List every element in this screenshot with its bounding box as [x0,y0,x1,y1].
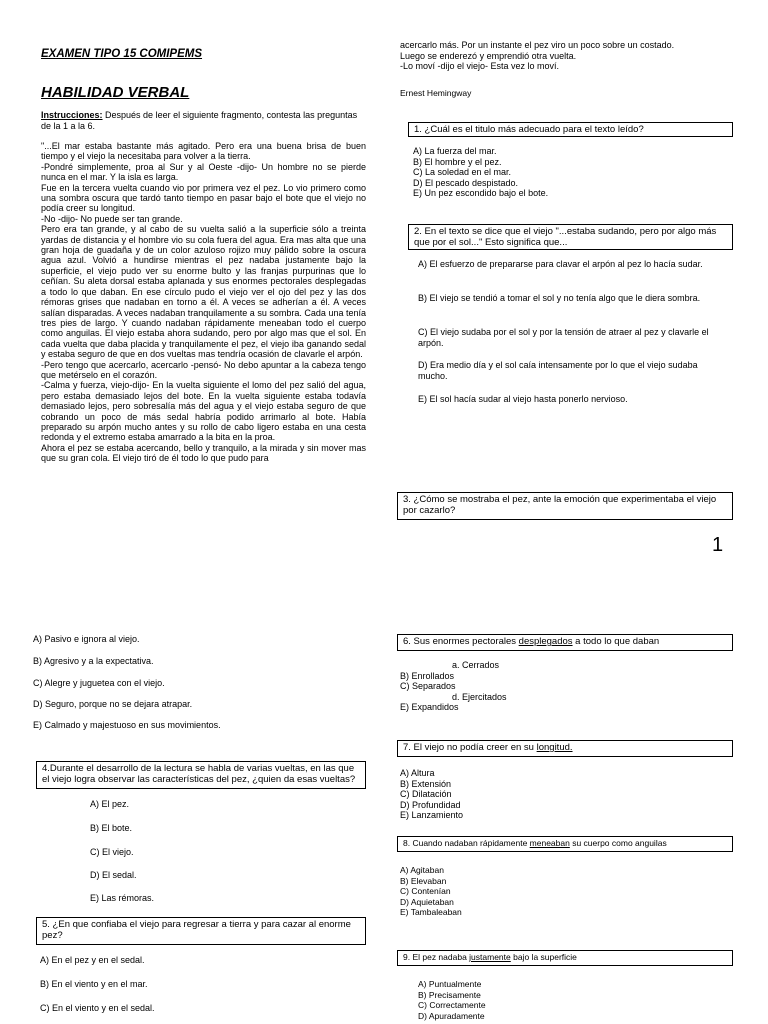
passage-line: -Lo moví -dijo el viejo- Esta vez lo moví. [400,61,560,71]
section-title: HABILIDAD VERBAL [41,84,190,101]
q2-option-e[interactable]: E) El sol hacía sudar al viejo hasta ponerlo nervioso. [418,394,628,404]
question-1-prompt: 1. ¿Cuál es el titulo más adecuado para el texto leído? [408,122,733,137]
q6-option-b[interactable]: B) Enrollados [400,670,455,681]
instructions-text: Después de leer el siguiente fragmento, contesta las preguntas de la 1 a la 6. [41,110,358,131]
question-3-prompt: 3. ¿Cómo se mostraba el pez, ante la emoción que experimentaba el viejo por cazarlo? [397,492,733,520]
instructions-label: Instrucciones: [41,110,103,120]
q7-option-b[interactable]: B) Extensión [400,778,452,789]
q6-option-e[interactable]: E) Expandidos [400,702,459,712]
passage-author: Ernest Hemingway [400,88,472,98]
q2-option-b[interactable]: B) El viejo se tendió a tomar el sol y no tenía algo que le diera sombra. [418,293,701,303]
q2-option-a[interactable]: A) El esfuerzo de prepararse para clavar el arpón al pez lo hacía sudar. [418,259,703,269]
q7-option-d[interactable]: D) Profundidad [400,799,461,810]
passage-paragraph: -Pondré simplemente, proa al Sur y al Oeste -dijo- Un hombre no se pierde nunca en el mar. Y la isla es larga. [41,161,366,183]
q8-prompt-keyword: meneaban [529,838,570,848]
question-7-prompt [397,740,733,757]
q9-option-c[interactable]: C) Correctamente [418,1000,486,1010]
q2-option-d[interactable]: D) Era medio día y el sol caía intensamente por lo que el viejo sudaba mucho. [418,360,698,381]
q1-option-e[interactable]: E) Un pez escondido bajo el bote. [413,188,549,198]
q7-prompt-text: 7. El viejo no podía creer en su [403,742,537,753]
q6-prompt-text-end: a todo lo que daban [572,636,660,647]
q3-option-e[interactable]: E) Calmado y majestuoso en sus movimientos. [33,720,221,730]
q5-option-a[interactable]: A) En el pez y en el sedal. [40,955,145,965]
q5-option-c[interactable]: C) En el viento y en el sedal. [40,1003,155,1013]
passage-paragraph: -No -dijo- No puede ser tan grande. [41,213,183,224]
q4-option-a[interactable]: A) El pez. [90,799,130,809]
q3-option-a[interactable]: A) Pasivo e ignora al viejo. [33,634,140,644]
question-5-prompt: 5. ¿En que confiaba el viejo para regresar a tierra y para cazar al enorme pez? [36,917,366,945]
q3-option-d[interactable]: D) Seguro, porque no se dejara atrapar. [33,699,193,709]
q8-prompt-text-end: su cuerpo como anguilas [569,838,667,848]
q9-option-a[interactable]: A) Puntualmente [418,979,482,989]
question-2-prompt: 2. En el texto se dice que el viejo "...estaba sudando, pero por algo más que por el sol..." Esto significa que... [408,224,733,250]
q2-option-c[interactable]: C) El viejo sudaba por el sol y por la tensión de atraer al pez y clavarle el arpón. [418,327,709,348]
q1-option-d[interactable]: D) El pescado despistado. [413,177,519,188]
q7-option-e[interactable]: E) Lanzamiento [400,810,464,820]
q9-prompt-text-end: bajo la superficie [510,952,577,962]
q1-option-c[interactable]: C) La soledad en el mar. [413,167,512,177]
instructions [41,110,366,131]
q6-prompt-keyword: desplegados [518,636,573,647]
question-8-options [400,865,462,918]
q9-option-d[interactable]: D) Apuradamente [418,1010,485,1021]
question-9-options [418,979,486,1021]
question-9-prompt [397,950,733,966]
q8-option-b[interactable]: B) Elevaban [400,875,447,886]
q7-option-a[interactable]: A) Altura [400,768,435,778]
passage-paragraph: -Pero tengo que acercarlo, acercarlo -pensó- No debo apuntar a la cabeza tengo que metérselo en el corazón. [41,359,366,380]
q7-option-c[interactable]: C) Dilatación [400,789,452,799]
q3-option-b[interactable]: B) Agresivo y a la expectativa. [33,656,154,666]
question-1-options [413,146,548,199]
passage-paragraph: Ahora el pez se estaba acercando, bello y tranquilo, a la mirada y sin mover mas que su gran cola. El viejo tiró de él todo lo que pudo para [41,442,366,464]
q4-option-b[interactable]: B) El bote. [90,823,133,833]
passage-continuation [400,40,740,72]
q7-prompt-keyword: longitud. [536,742,573,753]
q8-option-c[interactable]: C) Contenían [400,886,451,896]
q1-option-a[interactable]: A) La fuerza del mar. [413,146,497,156]
q8-option-a[interactable]: A) Agitaban [400,865,444,875]
question-7-options [400,768,463,821]
q6-option-a[interactable]: a. Cerrados [452,660,500,670]
question-6-options [400,660,507,713]
q4-option-c[interactable]: C) El viejo. [90,847,134,857]
q6-option-d[interactable]: d. Ejercitados [452,691,507,702]
q6-option-c[interactable]: C) Separados [400,681,456,691]
q4-option-e[interactable]: E) Las rémoras. [90,893,155,903]
passage-paragraph: Pero era tan grande, y al cabo de su vuelta salió a la superficie sólo a treinta yardas de distancia y el hombre vio su cola fuera del agua. Era mas alta que una gran hoja de guadaña y de un color azuloso rojizo muy pálido sobre la oscura agua azul. Volvió a hundirse mientras el pez nadaba justamente bajo la superficie, el viejo pudo ver su enorme bulto y las franjas purpurinas que lo ceñían. Su aleta dorsal estaba aplanada y sus enormes pectorales desplegadas a todo lo que daban. En ese círculo pudo el viejo ver el ojo del pez y las dos rémoras grises que nadaban en torno a él. A veces se adherían a él. A veces salían disparadas. A veces nadaban tranquilamente a su sombra. Cada una tenía tres pies de largo. Y cuando nadaban rápidamente meneaban todo el cuerpo como anguilas. El viejo estaba ahora sudando, pero por algo mas que el sol. En cada vuelta que daba placida y tranquilamente el pez, el viejo iba ganando sedal y estaba seguro de que en dos vueltas mas tendría ocasión de clavarle el arpón. [41,224,366,360]
q3-option-c[interactable]: C) Alegre y juguetea con el viejo. [33,678,165,688]
passage-line: Luego se enderezó y emprendió otra vuelta. [400,50,577,61]
reading-passage [41,141,366,464]
q9-option-b[interactable]: B) Precisamente [418,989,481,1000]
q9-prompt-keyword: justamente [469,952,511,962]
passage-paragraph: Fue en la tercera vuelta cuando vio por primera vez el pez. Lo vio primero como una sombra oscura que tardó tanto tiempo en pasar bajo el bote que el viejo no podía creer su longitud. [41,182,366,214]
q5-option-b[interactable]: B) En el viento y en el mar. [40,979,148,989]
q1-option-b[interactable]: B) El hombre y el pez. [413,156,502,167]
q8-option-d[interactable]: D) Aquietaban [400,896,454,907]
passage-line: acercarlo más. Por un instante el pez viro un poco sobre un costado. [400,40,675,50]
q6-prompt-text: 6. Sus enormes pectorales [403,636,519,647]
question-8-prompt [397,836,733,852]
page-number: 1 [712,534,724,556]
passage-paragraph: "...El mar estaba bastante más agitado. Pero era una buena brisa de buen tiempo y el viejo la necesitaba para volver a la tierra. [41,141,366,162]
question-6-prompt [397,634,733,651]
q8-option-e[interactable]: E) Tambaleaban [400,907,462,917]
exam-title: EXAMEN TIPO 15 COMIPEMS [41,48,203,60]
question-4-prompt: 4.Durante el desarrollo de la lectura se habla de varias vueltas, en las que el viejo logra observar las características del pez, ¿quien da esas vueltas? [36,761,366,789]
q8-prompt-text: 8. Cuando nadaban rápidamente [403,838,530,848]
passage-paragraph: -Calma y fuerza, viejo-dijo- En la vuelta siguiente el lomo del pez salió del agua, pero estaba demasiado lejos del bote. En la vuelta siguiente estaba todavía demasiado lejos, pero sobresalía más del agua y el viejo estaba seguro de que cobrando un poco de más sedal habría podido arrimarlo al bote. Había preparado su arpón mucho antes y su rollo de cabo ligero estaba en una cesta redonda y el extremo estaba amarrado a la bita en la proa. [41,380,366,443]
q9-prompt-text: 9. El pez nadaba [403,952,470,962]
q4-option-d[interactable]: D) El sedal. [90,870,137,880]
